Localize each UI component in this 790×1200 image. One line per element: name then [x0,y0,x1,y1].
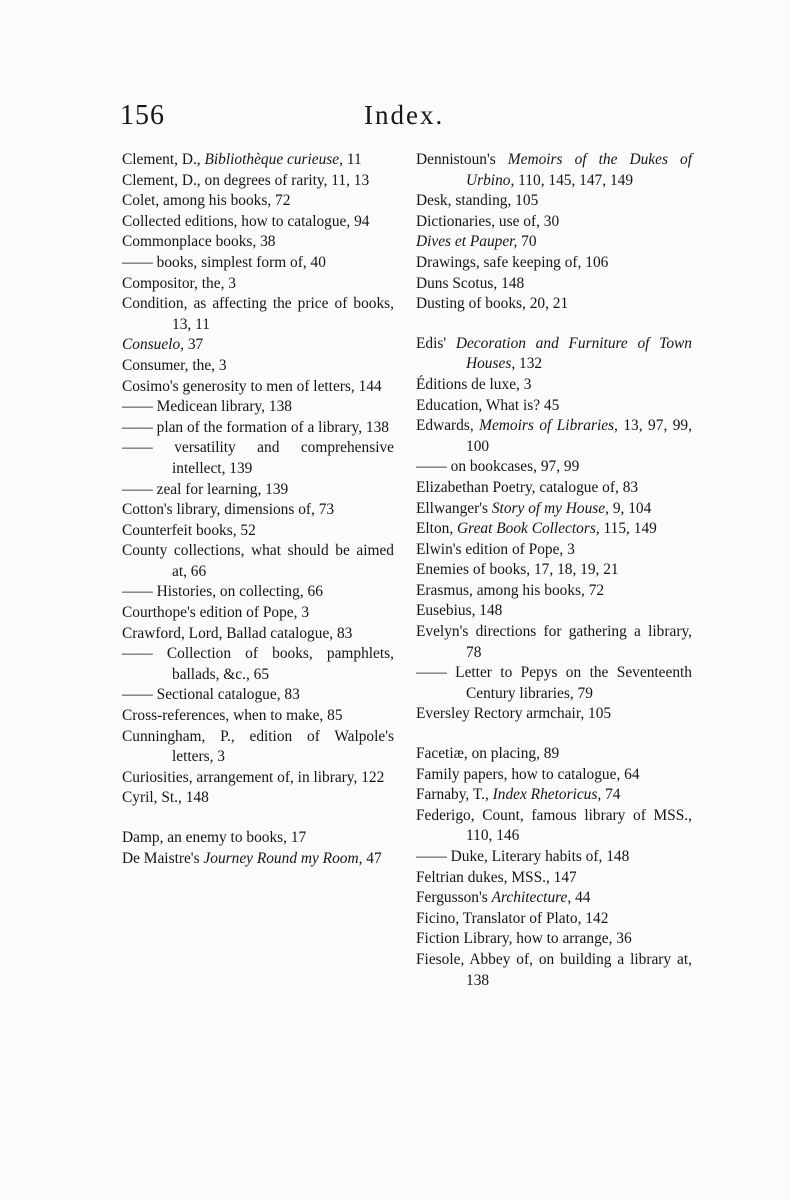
index-entry [416,744,692,765]
index-entry-plain: Evelyn's directions for gathering a library, 78 [416,623,692,661]
index-entry [122,356,394,377]
index-entry-after: 37 [184,336,204,354]
index-entry-after: 132 [515,355,543,373]
index-entry [122,418,394,439]
index-entry-plain: —— Medicean library, 138 [122,398,292,416]
index-entry-italic: Index Rhetoricus, [492,786,602,804]
index-entry [122,727,394,768]
index-entry-after: 9, 104 [608,499,652,517]
index-entry-plain: Duns Scotus, 148 [416,274,525,292]
index-entry-plain: Crawford, Lord, Ballad catalogue, 83 [122,624,353,642]
index-entry-plain: Cyril, St., 148 [122,789,209,807]
index-entry-plain: Cross-references, when to make, 85 [122,707,343,725]
index-entry-plain: Facetiæ, on placing, 89 [416,745,560,763]
index-entry-plain: Dictionaries, use of, 30 [416,212,560,230]
index-entry-plain: Federigo, Count, famous library of MSS., 110, 146 [416,806,692,845]
index-entry [122,582,394,603]
index-entry [122,521,394,542]
section-gap [416,315,692,334]
index-entry [122,191,394,212]
index-entry [416,765,692,786]
index-entry [122,624,394,645]
index-entry [416,232,692,253]
index-entry [416,478,692,499]
index-entry-italic: Story of my House, [491,499,609,517]
index-entry-plain: Curiosities, arrangement of, in library, 122 [122,768,385,786]
index-entry-plain: Fiesole, Abbey of, on building a library at, 138 [416,950,692,989]
index-entry-plain: Drawings, safe keeping of, 106 [416,253,609,271]
index-entry-italic: Memoirs of Libraries, [479,417,618,435]
page-header [0,96,790,136]
index-entry-plain: —— on bookcases, 97, 99 [416,458,580,476]
index-entry [416,519,692,540]
index-entry [122,150,394,171]
index-entry-plain: Enemies of books, 17, 18, 19, 21 [416,561,619,579]
index-entry [122,541,394,582]
index-entry [122,768,394,789]
index-entry [416,888,692,909]
index-entry [122,377,394,398]
index-entry-plain: —— versatility and comprehensive intellect, 139 [122,439,394,477]
index-entry [416,294,692,315]
index-entry-plain: Elton, [416,520,458,538]
index-entry-italic: Great Book Collectors, [457,520,600,538]
index-entry [416,847,692,868]
index-entry [122,335,394,356]
index-entry [416,253,692,274]
index-entry-plain: Fiction Library, how to arrange, 36 [416,930,632,948]
index-entry [416,499,692,520]
index-entry [416,457,692,478]
section-gap [416,725,692,744]
index-entry [122,644,394,685]
index-entry-italic: Consuelo, [122,336,184,354]
index-entry [122,397,394,418]
index-entry [416,929,692,950]
index-entry [416,191,692,212]
index-entry-after: 74 [601,786,621,804]
index-entry [122,438,394,479]
index-entry [416,212,692,233]
index-entry [122,685,394,706]
index-entry-plain: Counterfeit books, 52 [122,521,256,539]
index-entry-plain: —— Collection of books, pamphlets, ballads, &c., 65 [122,645,394,683]
index-entry-plain: Dennistoun's [416,151,508,168]
index-entry-plain: Colet, among his books, 72 [122,192,291,210]
index-entry-plain: Cosimo's generosity to men of letters, 144 [122,377,382,395]
index-entry [122,171,394,192]
index-column-left [122,150,394,869]
index-entry-plain: —— Letter to Pepys on the Seventeenth Century libraries, 79 [416,664,692,702]
index-entry-plain: Education, What is? 45 [416,396,560,414]
index-entry [416,704,692,725]
index-entry-plain: —— Histories, on collecting, 66 [122,583,323,601]
index-entry [416,416,692,457]
index-entry [416,950,692,991]
index-entry-plain: Fergusson's [416,889,492,907]
index-entry-plain: Commonplace books, 38 [122,233,276,251]
index-entry-italic: Memoirs of the Dukes of Urbino, [466,151,692,189]
index-entry-plain: Cotton's library, dimensions of, 73 [122,501,335,519]
index-entry [416,806,692,847]
index-entry-plain: —— books, simplest form of, 40 [122,253,326,271]
index-entry-italic: Architecture, [491,889,572,907]
index-entry-plain: Edis' [416,334,456,352]
index-entry-plain: Compositor, the, 3 [122,274,236,292]
index-entry [122,294,394,335]
index-entry-italic: Dives et Pauper, [416,233,518,251]
index-entry [122,232,394,253]
index-entry-plain: Cunningham, P., edition of Walpole's letters, 3 [122,727,394,766]
index-column-right [416,150,692,991]
index-entry [416,868,692,889]
index-entry [416,909,692,930]
index-entry [416,540,692,561]
index-entry-plain: Farnaby, T., [416,786,493,804]
index-entry-after: 13, 97, 99, 100 [466,417,692,455]
index-entry-italic: Bibliothèque curieuse, [204,151,343,168]
index-entry-plain: Family papers, how to catalogue, 64 [416,765,640,783]
index-entry-plain: Ficino, Translator of Plato, 142 [416,909,609,927]
index-entry [416,334,692,375]
index-entry [122,274,394,295]
index-entry-plain: Eversley Rectory armchair, 105 [416,705,612,723]
index-entry [122,253,394,274]
index-entry-plain: Collected editions, how to catalogue, 94 [122,212,370,230]
index-entry [122,212,394,233]
index-entry-plain: —— zeal for learning, 139 [122,480,289,498]
index-entry-italic: Decoration and Furniture of Town Houses, [455,334,692,373]
index-entry [122,706,394,727]
index-entry-plain: County collections, what should be aimed at, 66 [122,542,394,580]
index-entry [416,396,692,417]
index-entry [416,150,692,191]
index-entry-plain: Elwin's edition of Pope, 3 [416,540,575,558]
index-entry-plain: Ellwanger's [416,499,492,517]
section-gap [122,809,394,828]
index-entry-plain: Condition, as affecting the price of books, 13, 11 [122,295,394,333]
index-entry-plain: Erasmus, among his books, 72 [416,581,605,599]
index-entry-after: 110, 145, 147, 149 [514,171,634,189]
index-entry [416,274,692,295]
index-entry-plain: Éditions de luxe, 3 [416,375,532,393]
index-entry-plain: Desk, standing, 105 [416,192,539,210]
index-entry [122,849,394,870]
index-entry-after: 44 [571,889,591,907]
index-entry-plain: Courthope's edition of Pope, 3 [122,604,310,622]
index-entry-plain: Elizabethan Poetry, catalogue of, 83 [416,478,639,496]
index-entry-plain: Eusebius, 148 [416,602,503,620]
index-entry-plain: Feltrian dukes, MSS., 147 [416,868,577,886]
index-entry [122,603,394,624]
index-entry [122,788,394,809]
index-entry-plain: Dusting of books, 20, 21 [416,295,569,313]
index-entry-after: 70 [517,233,537,251]
index-entry [416,560,692,581]
index-entry-after: 47 [362,849,382,867]
index-entry-plain: Damp, an enemy to books, 17 [122,829,307,846]
index-entry [416,601,692,622]
index-entry-after: 115, 149 [599,520,657,538]
index-entry-plain: —— Sectional catalogue, 83 [122,686,300,704]
index-entry-after: 11 [342,151,362,168]
index-entry [416,785,692,806]
page-title: Index. [364,100,445,130]
index-entry [416,663,692,704]
index-entry-plain: Edwards, [416,417,480,435]
index-entry [416,581,692,602]
page-number: 156 [120,100,165,131]
index-entry [416,375,692,396]
index-entry-plain: Clement, D., on degrees of rarity, 11, 13 [122,171,370,189]
index-entry-plain: Consumer, the, 3 [122,356,227,374]
index-entry-italic: Journey Round my Room, [203,849,363,867]
index-entry [122,480,394,501]
index-entry [122,828,394,849]
index-entry-plain: —— Duke, Literary habits of, 148 [416,848,630,865]
index-entry [122,500,394,521]
index-entry-plain: Clement, D., [122,151,205,168]
index-entry-plain: De Maistre's [122,849,204,867]
index-entry-plain: —— plan of the formation of a library, 138 [122,418,389,436]
index-entry [416,622,692,663]
